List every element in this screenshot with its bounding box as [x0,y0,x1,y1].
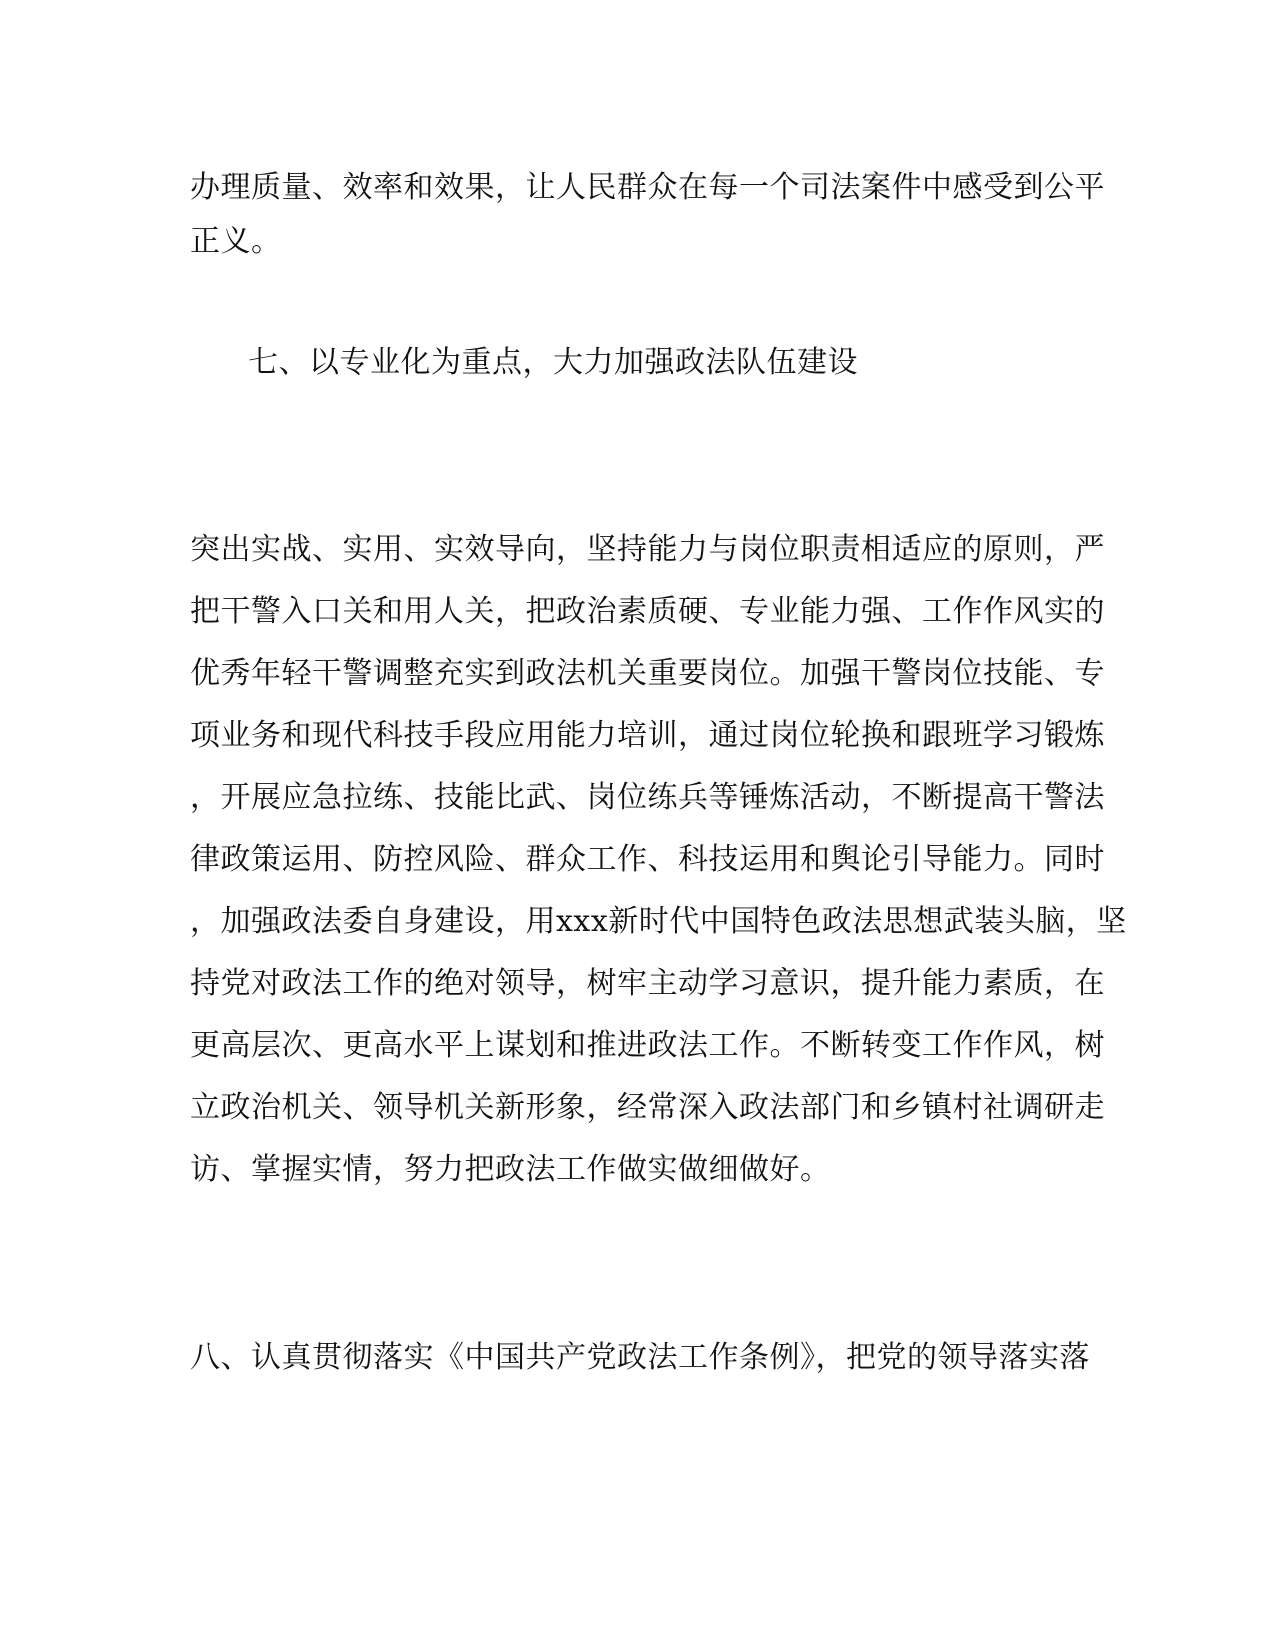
paragraph-line: 项业务和现代科技手段应用能力培训，通过岗位轮换和跟班学习锻炼 [190,718,1105,753]
paragraph-line: 持党对政法工作的绝对领导，树牢主动学习意识，提升能力素质，在 [190,966,1105,1001]
paragraph-line: 律政策运用、防控风险、群众工作、科技运用和舆论引导能力。同时 [190,842,1105,877]
paragraph-line: 办理质量、效率和效果，让人民群众在每一个司法案件中感受到公平 [190,170,1105,205]
paragraph-line: 正义。 [190,224,282,259]
paragraph-line: ，加强政法委自身建设，用xxx新时代中国特色政法思想武装头脑，坚 [190,904,1127,939]
section-heading-8: 八、认真贯彻落实《中国共产党政法工作条例》，把党的领导落实落 [190,1340,1090,1375]
paragraph-line: 更高层次、更高水平上谋划和推进政法工作。不断转变工作作风，树 [190,1028,1105,1063]
paragraph-line: 访、掌握实情，努力把政法工作做实做细做好。 [190,1152,831,1187]
paragraph-line: 突出实战、实用、实效导向，坚持能力与岗位职责相适应的原则，严 [190,532,1105,567]
paragraph-line: 把干警入口关和用人关，把政治素质硬、专业能力强、工作作风实的 [190,594,1105,629]
paragraph-line: ，开展应急拉练、技能比武、岗位练兵等锤炼活动，不断提高干警法 [190,780,1105,815]
section-heading-7: 七、以专业化为重点，大力加强政法队伍建设 [248,345,858,380]
paragraph-line: 优秀年轻干警调整充实到政法机关重要岗位。加强干警岗位技能、专 [190,656,1105,691]
paragraph-line: 立政治机关、领导机关新形象，经常深入政法部门和乡镇村社调研走 [190,1090,1105,1125]
